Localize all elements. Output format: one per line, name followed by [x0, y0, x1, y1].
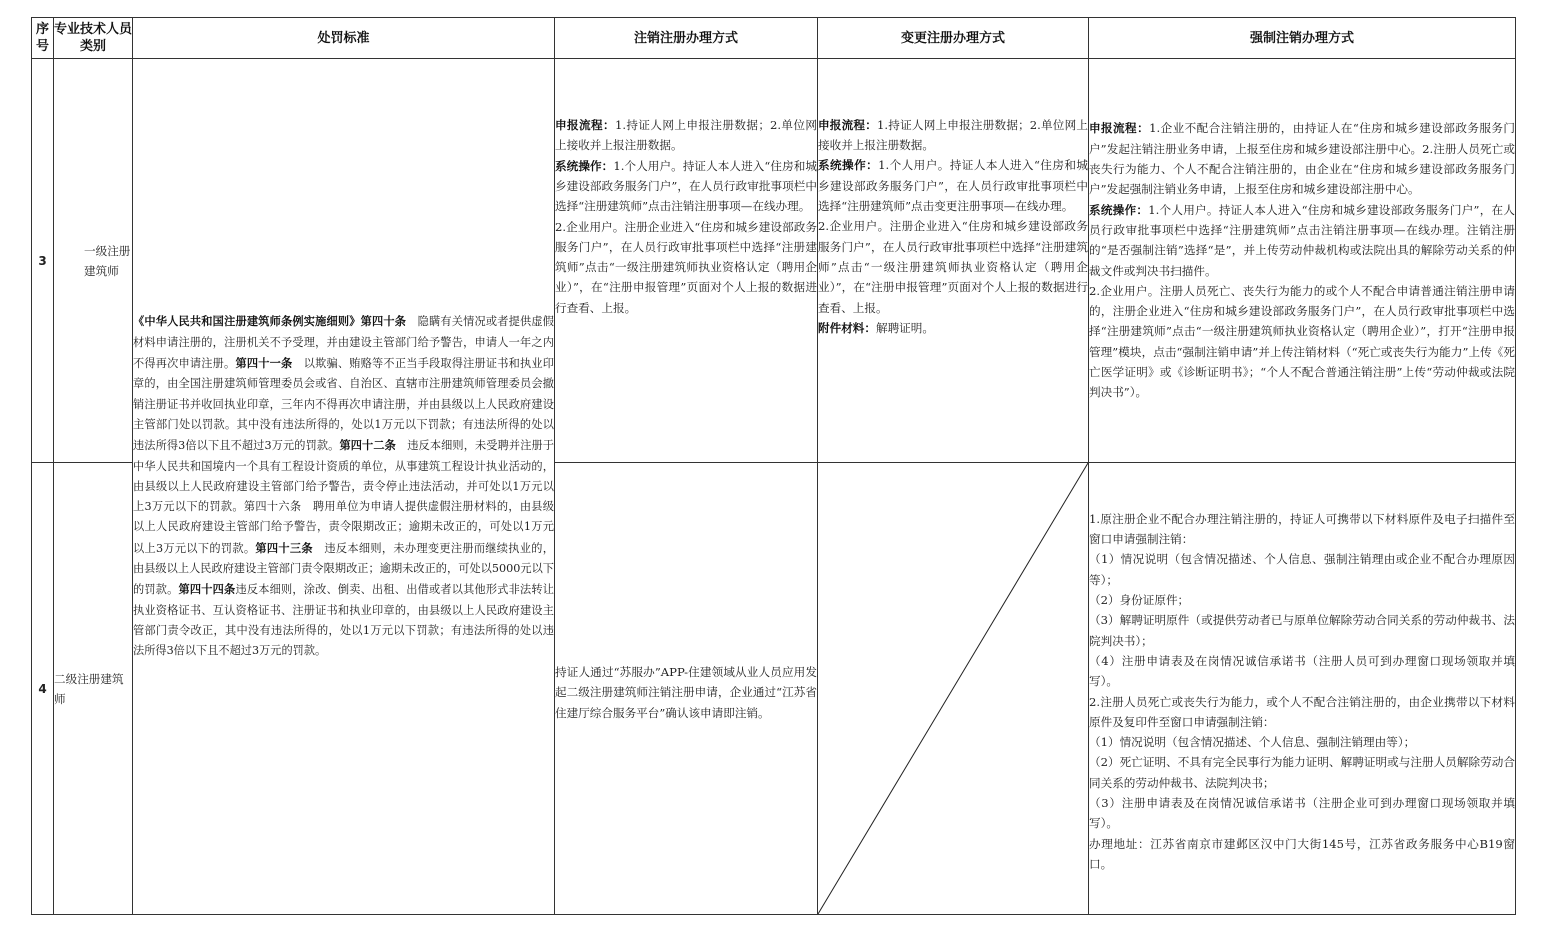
cancel-enterprise-text: 2.企业用户。注册企业进入“住房和城乡建设部政务服务门户”，在人员行政审批事项栏中选择“注册建筑师”点击“一级注册建筑师执业资格认定（聘用企业）”，在“注册申报管理”页面对个人上报的数据进行查看、上报。 — [555, 219, 817, 315]
forced-item: 1.原注册企业不配合办理注销注册的，持证人可携带以下材料原件及电子扫描件至窗口申请强制注销： — [1089, 511, 1515, 547]
cancel-app-text: 持证人通过“苏服办”APP-住建领域从业人员应用发起二级注册建筑师注销注册申请，企业通过“江苏省住建厅综合服务平台”确认该申请即注销。 — [555, 665, 817, 720]
article-40-title: 《中华人民共和国注册建筑师条例实施细则》第四十条 — [133, 314, 407, 329]
forced-item: （3）注册申请表及在岗情况诚信承诺书（注册企业可到办理窗口现场领取并填写）。 — [1089, 795, 1515, 831]
forced-item: （3）解聘证明原件（或提供劳动者已与原单位解除劳动合同关系的劳动仲裁书、法院判决书）； — [1089, 613, 1515, 648]
change-method-row3 — [818, 59, 1089, 463]
article-43-text: 违反本细则，未办理变更注册而继续执业的，由县级以上人民政府建设主管部门责令限期改正；逾期未改正的，可处以5000元以下的罚款。 — [133, 541, 554, 597]
forced-system-text: 1.个人用户。持证人本人进入“住房和城乡建设部政务服务门户”，在人员行政审批事项栏中选择“注册建筑师”点击注销注册事项—在线办理。注销注册的“是否强制注销”选择“是”，并上传劳动仲裁机构或法院出具的解除劳动关系的仲裁文件或判决书扫描件。 — [1089, 202, 1515, 278]
forced-item: （1）情况说明（包含情况描述、个人信息、强制注销理由或企业不配合办理原因等）； — [1089, 552, 1515, 587]
change-declare — [818, 115, 1088, 156]
row-category: 一级注册建筑师 — [54, 59, 133, 463]
change-system-label: 系统操作： — [818, 158, 879, 173]
row-number: 3 — [32, 59, 54, 463]
forced-item: （4）注册申请表及在岗情况诚信承诺书（注册人员可到办理窗口现场领取并填写）。 — [1089, 653, 1515, 689]
header-change: 变更注册办理方式 — [818, 18, 1089, 59]
row-category: 二级注册建筑师 — [54, 463, 133, 915]
change-system — [818, 155, 1088, 216]
forced-item: 2.注册人员死亡或丧失行为能力，或个人不配合注销注册的，由企业携带以下材料原件及复印件至窗口申请强制注销： — [1089, 694, 1515, 729]
forced-declare-label: 申报流程： — [1089, 121, 1150, 136]
change-attachment-text: 解聘证明。 — [875, 320, 934, 335]
cancel-method-row3 — [555, 59, 818, 463]
penalty-text — [133, 311, 554, 661]
cancel-method-row4 — [555, 463, 818, 915]
article-42-text: 违反本细则，未受聘并注册于中华人民共和国境内一个具有工程设计资质的单位，从事建筑工程设计执业活动的，由县级以上人民政府建设主管部门给予警告，责令停止违法活动，并可处以1万元以上3万元以下的罚款。第四十六条 聘用单位为申请人提供虚假注册材料的，由县级以上人民政府建设主管部门给予警告，责令限期改正；逾期未改正的，可处以1万元以上3万元以下的罚款。 — [133, 439, 554, 555]
article-41-text: 以欺骗、贿赂等不正当手段取得注册证书和执业印章的，由全国注册建筑师管理委员会或省、自治区、直辖市注册建筑师管理委员会撤销注册证书并收回执业印章，三年内不得再次申请注册，并由县级以上人民政府建设主管部门处以罚款。其中没有违法所得的，处以1万元以下罚款；有违法所得的处以违法所得3倍以下且不超过3万元的罚款。 — [133, 357, 554, 453]
change-method-row4-empty — [818, 463, 1089, 915]
change-attachment-label: 附件材料： — [818, 320, 876, 335]
row-number: 4 — [32, 463, 54, 915]
header-row — [32, 18, 1516, 59]
cancel-declare-label: 申报流程： — [555, 118, 615, 133]
header-no: 序号 — [32, 18, 54, 59]
table-row — [32, 59, 1516, 463]
forced-item: （2）死亡证明、不具有完全民事行为能力证明、解聘证明或与注册人员解除劳动合同关系的劳动仲裁书、法院判决书； — [1089, 755, 1515, 790]
article-41-title: 第四十一条 — [235, 356, 293, 371]
header-category: 专业技术人员类别 — [54, 18, 133, 59]
cancel-system-text: 1.个人用户。持证人本人进入“住房和城乡建设部政务服务门户”，在人员行政审批事项栏中选择“注册建筑师”点击注销注册事项—在线办理。 — [555, 158, 817, 214]
forced-item: （2）身份证原件； — [1089, 593, 1190, 608]
header-penalty: 处罚标准 — [133, 18, 555, 59]
forced-system-label: 系统操作： — [1089, 202, 1149, 217]
forced-system — [1089, 200, 1515, 281]
cancel-declare-text: 1.持证人网上申报注册数据；2.单位网上接收并上报注册数据。 — [555, 118, 817, 153]
article-44-text: 违反本细则，涂改、倒卖、出租、出借或者以其他形式非法转让执业资格证书、互认资格证书、注册证书和执业印章的，由县级以上人民政府建设主管部门责令改正，其中没有违法所得的，处以1万元以下罚款；有违法所得的处以违法所得3倍以下且不超过3万元的罚款。 — [133, 583, 554, 658]
article-43-title: 第四十三条 — [255, 540, 313, 555]
change-attachment — [818, 318, 1088, 338]
article-40-text: 隐瞒有关情况或者提供虚假材料申请注册的，注册机关不予受理，并由建设主管部门给予警告，申请人一年之内不得再次申请注册。 — [133, 315, 554, 371]
header-forced: 强制注销办理方式 — [1089, 18, 1516, 59]
forced-method-row4 — [1089, 463, 1516, 915]
forced-enterprise-text: 2.企业用户。注册人员死亡、丧失行为能力的或个人不配合申请普通注销注册申请的，注册企业进入“住房和城乡建设部政务服务门户”，在人员行政审批事项栏中选择“注册建筑师”点击“一级注册建筑师执业资格认定（聘用企业）”，打开“注册申报管理”模块，点击“强制注销申请”并上传注销材料（“死亡或丧失行为能力”上传《死亡医学证明》或《诊断证明书》；“个人不配合普通注销注册”上传“劳动仲裁或法院判决书”）。 — [1089, 283, 1515, 400]
cancel-system — [555, 156, 817, 217]
change-system-text: 1.个人用户。持证人本人进入“住房和城乡建设部政务服务门户”，在人员行政审批事项栏中选择“注册建筑师”点击变更注册事项—在线办理。 — [818, 158, 1088, 214]
change-declare-label: 申报流程： — [818, 117, 878, 132]
diagonal-slash — [818, 463, 1088, 914]
penalty-standard — [133, 59, 555, 915]
registration-table — [31, 17, 1516, 915]
cancel-declare — [555, 115, 817, 156]
forced-item: （1）情况说明（包含情况描述、个人信息、强制注销理由等）； — [1089, 735, 1416, 750]
change-declare-text: 1.持证人网上申报注册数据；2.单位网上接收并上报注册数据。 — [818, 117, 1088, 153]
forced-address: 办理地址：江苏省南京市建邺区汉中门大街145号，江苏省政务服务中心B19窗口。 — [1089, 836, 1515, 871]
article-44-title: 第四十四条 — [178, 582, 236, 597]
forced-declare — [1089, 118, 1515, 199]
forced-declare-text: 1.企业不配合注销注册的，由持证人在“住房和城乡建设部政务服务门户”发起注销注册业务申请，上报至住房和城乡建设部注册中心。2.注册人员死亡或丧失行为能力、个人不配合注销注册的，由企业在“住房和城乡建设部政务服务门户”发起强制注销业务申请，上报至住房和城乡建设部注册中心。 — [1089, 121, 1515, 197]
cancel-system-label: 系统操作： — [555, 158, 614, 173]
change-enterprise-text: 2.企业用户。注册企业进入“住房和城乡建设部政务服务门户”，在人员行政审批事项栏中选择“注册建筑师”点击“一级注册建筑师执业资格认定（聘用企业）”，在“注册申报管理”页面对个人上报的数据进行查看、上报。 — [818, 219, 1088, 315]
header-cancel: 注销注册办理方式 — [555, 18, 818, 59]
article-42-title: 第四十二条 — [339, 438, 396, 453]
forced-method-row3 — [1089, 59, 1516, 463]
